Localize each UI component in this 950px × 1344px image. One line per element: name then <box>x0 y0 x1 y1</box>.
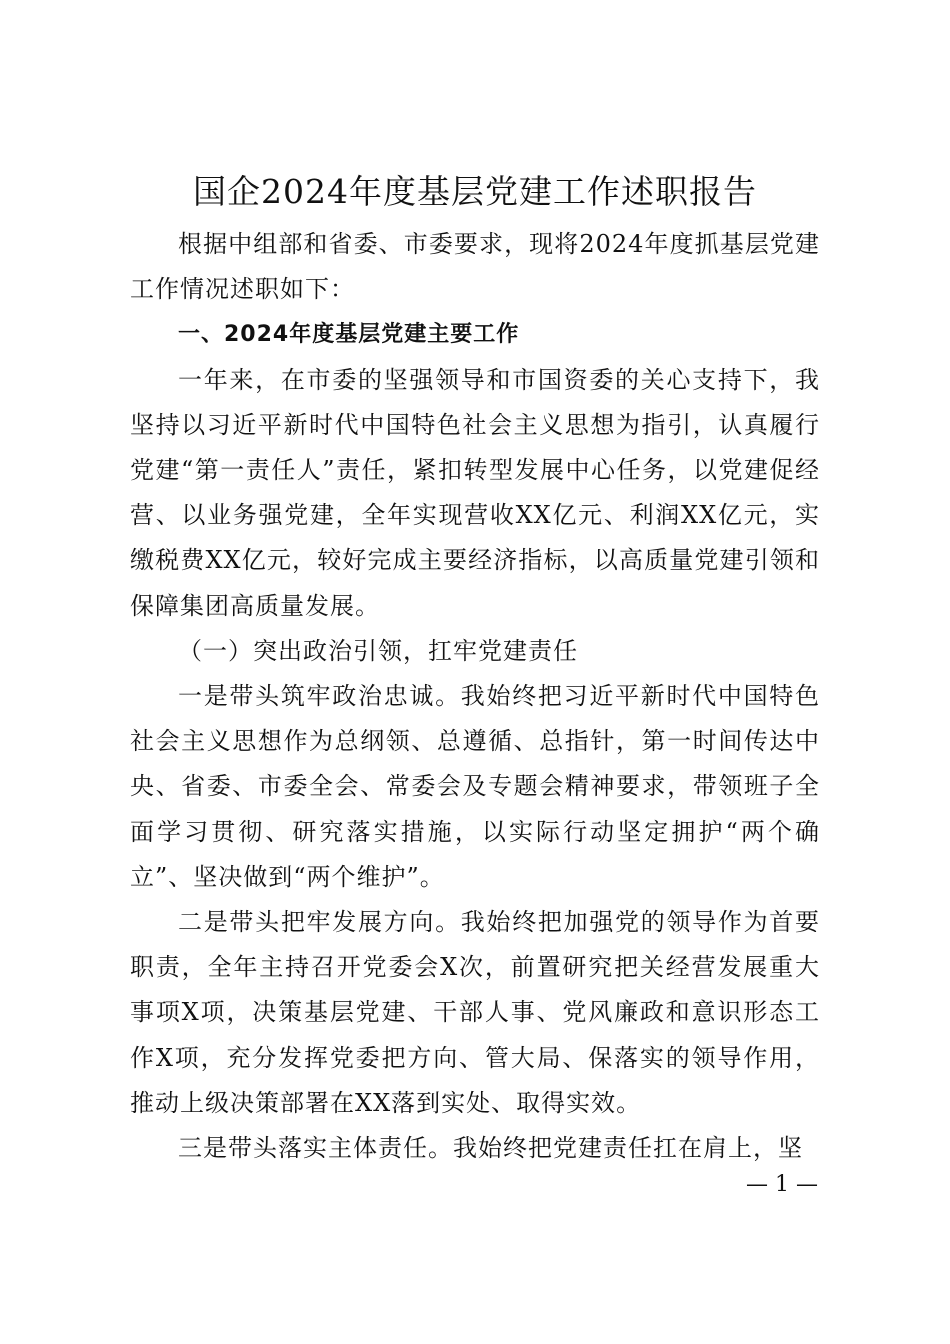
intro-paragraph: 根据中组部和省委、市委要求，现将2024年度抓基层党建工作情况述职如下： <box>130 230 820 304</box>
document-title: 国企2024年度基层党建工作述职报告 <box>193 172 757 211</box>
list-item: 三是带头落实主体责任。我始终把党建责任扛在肩上，坚 <box>178 1134 803 1163</box>
section-paragraph: 一年来，在市委的坚强领导和市国资委的关心支持下，我坚持以习近平新时代中国特色社会主义思想为指引，认真履行党建“第一责任人”责任，紧扣转型发展中心任务，以党建促经营、以业务强党建，全年实现营收XX亿元、利润XX亿元，实缴税费XX亿元，较好完成主要经济指标，以高质量党建引领和保障集团高质量发展。 <box>130 365 820 620</box>
section-heading: 一、2024年度基层党建主要工作 <box>178 322 520 348</box>
list-item: 二是带头把牢发展方向。我始终把加强党的领导作为首要职责，全年主持召开党委会X次，前置研究把关经营发展重大事项X项，决策基层党建、干部人事、党风廉政和意识形态工作X项，充分发挥党委把方向、管大局、保落实的领导作用，推动上级决策部署在XX落到实处、取得实效。 <box>130 908 820 1117</box>
page-number: — 1 — <box>746 1172 818 1197</box>
document-body <box>130 222 820 1171</box>
subsection-heading: （一）突出政治引领，扛牢党建责任 <box>178 636 578 665</box>
list-item: 一是带头筑牢政治忠诚。我始终把习近平新时代中国特色社会主义思想作为总纲领、总遵循、总指针，第一时间传达中央、省委、市委全会、常委会及专题会精神要求，带领班子全面学习贯彻、研究落实措施，以实际行动坚定拥护“两个确立”、坚决做到“两个维护”。 <box>130 682 820 891</box>
